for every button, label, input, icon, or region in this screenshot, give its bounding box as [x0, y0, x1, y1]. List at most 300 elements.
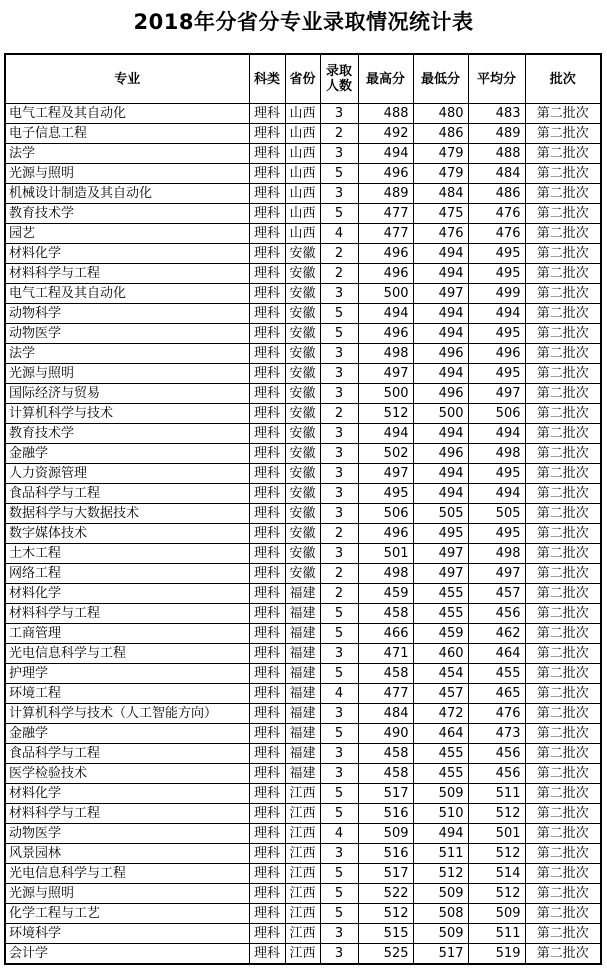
cell-category: 理科 — [249, 844, 285, 864]
table-row — [5, 324, 601, 344]
cell-batch: 第二批次 — [525, 704, 601, 724]
cell-major: 机械设计制造及其自动化 — [5, 184, 249, 204]
cell-major: 会计学 — [5, 944, 249, 965]
cell-province: 安徽 — [285, 504, 320, 524]
cell-admitted: 5 — [320, 164, 358, 184]
header-max: 最高分 — [358, 54, 413, 104]
cell-category: 理科 — [249, 444, 285, 464]
header-min: 最低分 — [413, 54, 468, 104]
cell-province: 江西 — [285, 784, 320, 804]
cell-min: 484 — [413, 184, 468, 204]
cell-category: 理科 — [249, 284, 285, 304]
cell-batch: 第二批次 — [525, 264, 601, 284]
cell-admitted: 2 — [320, 524, 358, 544]
table-row — [5, 804, 601, 824]
cell-admitted: 4 — [320, 224, 358, 244]
cell-avg: 512 — [468, 844, 525, 864]
cell-admitted: 2 — [320, 404, 358, 424]
cell-batch: 第二批次 — [525, 124, 601, 144]
cell-batch: 第二批次 — [525, 844, 601, 864]
cell-batch: 第二批次 — [525, 664, 601, 684]
cell-batch: 第二批次 — [525, 184, 601, 204]
cell-min: 494 — [413, 464, 468, 484]
cell-max: 496 — [358, 324, 413, 344]
header-category: 科类 — [249, 54, 285, 104]
table-row — [5, 504, 601, 524]
table-row — [5, 444, 601, 464]
cell-major: 材料科学与工程 — [5, 804, 249, 824]
cell-category: 理科 — [249, 144, 285, 164]
table-row — [5, 624, 601, 644]
cell-batch: 第二批次 — [525, 604, 601, 624]
table-row — [5, 184, 601, 204]
cell-admitted: 5 — [320, 304, 358, 324]
cell-major: 环境科学 — [5, 924, 249, 944]
cell-admitted: 3 — [320, 364, 358, 384]
cell-max: 509 — [358, 824, 413, 844]
cell-admitted: 2 — [320, 564, 358, 584]
cell-admitted: 5 — [320, 804, 358, 824]
cell-category: 理科 — [249, 664, 285, 684]
cell-admitted: 2 — [320, 264, 358, 284]
cell-province: 安徽 — [285, 484, 320, 504]
cell-min: 460 — [413, 644, 468, 664]
cell-province: 福建 — [285, 604, 320, 624]
cell-max: 496 — [358, 164, 413, 184]
cell-category: 理科 — [249, 264, 285, 284]
cell-category: 理科 — [249, 904, 285, 924]
cell-province: 江西 — [285, 864, 320, 884]
table-row — [5, 724, 601, 744]
cell-min: 509 — [413, 884, 468, 904]
table-row — [5, 524, 601, 544]
cell-major: 电气工程及其自动化 — [5, 104, 249, 124]
cell-province: 福建 — [285, 684, 320, 704]
cell-batch: 第二批次 — [525, 624, 601, 644]
cell-major: 数据科学与大数据技术 — [5, 504, 249, 524]
cell-province: 山西 — [285, 184, 320, 204]
cell-batch: 第二批次 — [525, 364, 601, 384]
cell-avg: 495 — [468, 264, 525, 284]
cell-min: 455 — [413, 764, 468, 784]
cell-major: 光源与照明 — [5, 884, 249, 904]
cell-province: 安徽 — [285, 564, 320, 584]
table-row — [5, 764, 601, 784]
cell-province: 山西 — [285, 224, 320, 244]
cell-min: 480 — [413, 104, 468, 124]
cell-max: 458 — [358, 664, 413, 684]
cell-admitted: 3 — [320, 184, 358, 204]
table-row — [5, 604, 601, 624]
table-row — [5, 244, 601, 264]
cell-category: 理科 — [249, 484, 285, 504]
cell-avg: 498 — [468, 444, 525, 464]
cell-major: 材料化学 — [5, 584, 249, 604]
cell-batch: 第二批次 — [525, 204, 601, 224]
cell-batch: 第二批次 — [525, 744, 601, 764]
cell-batch: 第二批次 — [525, 824, 601, 844]
cell-min: 479 — [413, 144, 468, 164]
table-row — [5, 264, 601, 284]
cell-avg: 495 — [468, 524, 525, 544]
cell-major: 材料化学 — [5, 244, 249, 264]
cell-major: 电子信息工程 — [5, 124, 249, 144]
cell-avg: 514 — [468, 864, 525, 884]
cell-category: 理科 — [249, 104, 285, 124]
cell-major: 计算机科学与技术 — [5, 404, 249, 424]
cell-min: 494 — [413, 824, 468, 844]
cell-avg: 495 — [468, 464, 525, 484]
cell-admitted: 3 — [320, 424, 358, 444]
cell-max: 458 — [358, 764, 413, 784]
cell-major: 护理学 — [5, 664, 249, 684]
cell-major: 光电信息科学与工程 — [5, 864, 249, 884]
cell-max: 515 — [358, 924, 413, 944]
cell-max: 490 — [358, 724, 413, 744]
cell-province: 江西 — [285, 824, 320, 844]
cell-category: 理科 — [249, 724, 285, 744]
cell-max: 484 — [358, 704, 413, 724]
table-row — [5, 144, 601, 164]
cell-province: 江西 — [285, 844, 320, 864]
cell-admitted: 3 — [320, 284, 358, 304]
cell-avg: 456 — [468, 604, 525, 624]
header-row — [5, 54, 601, 104]
table-row — [5, 124, 601, 144]
cell-major: 土木工程 — [5, 544, 249, 564]
table-row — [5, 824, 601, 844]
cell-province: 安徽 — [285, 284, 320, 304]
cell-province: 山西 — [285, 124, 320, 144]
cell-min: 509 — [413, 784, 468, 804]
cell-min: 494 — [413, 484, 468, 504]
cell-major: 网络工程 — [5, 564, 249, 584]
cell-min: 496 — [413, 344, 468, 364]
cell-avg: 488 — [468, 144, 525, 164]
table-row — [5, 884, 601, 904]
cell-province: 安徽 — [285, 444, 320, 464]
cell-batch: 第二批次 — [525, 304, 601, 324]
cell-batch: 第二批次 — [525, 864, 601, 884]
cell-major: 医学检验技术 — [5, 764, 249, 784]
cell-province: 江西 — [285, 904, 320, 924]
cell-admitted: 3 — [320, 644, 358, 664]
table-row — [5, 164, 601, 184]
cell-min: 494 — [413, 324, 468, 344]
cell-province: 安徽 — [285, 304, 320, 324]
table-row — [5, 404, 601, 424]
cell-min: 455 — [413, 604, 468, 624]
cell-province: 江西 — [285, 924, 320, 944]
cell-admitted: 2 — [320, 244, 358, 264]
cell-category: 理科 — [249, 684, 285, 704]
header-major: 专业 — [5, 54, 249, 104]
cell-major: 数字媒体技术 — [5, 524, 249, 544]
cell-min: 496 — [413, 444, 468, 464]
cell-major: 电气工程及其自动化 — [5, 284, 249, 304]
cell-avg: 464 — [468, 644, 525, 664]
cell-avg: 457 — [468, 584, 525, 604]
cell-category: 理科 — [249, 124, 285, 144]
cell-admitted: 3 — [320, 504, 358, 524]
cell-min: 454 — [413, 664, 468, 684]
table-row — [5, 664, 601, 684]
cell-major: 材料科学与工程 — [5, 264, 249, 284]
cell-major: 风景园林 — [5, 844, 249, 864]
cell-province: 江西 — [285, 804, 320, 824]
cell-max: 501 — [358, 544, 413, 564]
cell-min: 508 — [413, 904, 468, 924]
cell-batch: 第二批次 — [525, 684, 601, 704]
cell-major: 食品科学与工程 — [5, 744, 249, 764]
cell-admitted: 3 — [320, 144, 358, 164]
cell-admitted: 3 — [320, 384, 358, 404]
table-row — [5, 544, 601, 564]
cell-province: 福建 — [285, 724, 320, 744]
cell-avg: 483 — [468, 104, 525, 124]
cell-major: 金融学 — [5, 444, 249, 464]
table-row — [5, 904, 601, 924]
table-row — [5, 704, 601, 724]
cell-category: 理科 — [249, 584, 285, 604]
cell-category: 理科 — [249, 504, 285, 524]
cell-min: 494 — [413, 424, 468, 444]
table-row — [5, 924, 601, 944]
cell-major: 法学 — [5, 144, 249, 164]
table-row — [5, 864, 601, 884]
cell-admitted: 5 — [320, 904, 358, 924]
cell-avg: 498 — [468, 544, 525, 564]
cell-major: 化学工程与工艺 — [5, 904, 249, 924]
cell-admitted: 5 — [320, 864, 358, 884]
cell-category: 理科 — [249, 824, 285, 844]
cell-category: 理科 — [249, 384, 285, 404]
cell-min: 455 — [413, 744, 468, 764]
cell-major: 材料科学与工程 — [5, 604, 249, 624]
cell-province: 安徽 — [285, 464, 320, 484]
cell-avg: 476 — [468, 704, 525, 724]
cell-category: 理科 — [249, 764, 285, 784]
cell-province: 福建 — [285, 644, 320, 664]
cell-min: 494 — [413, 264, 468, 284]
cell-avg: 476 — [468, 224, 525, 244]
cell-max: 502 — [358, 444, 413, 464]
header-batch: 批次 — [525, 54, 601, 104]
cell-batch: 第二批次 — [525, 344, 601, 364]
cell-avg: 511 — [468, 784, 525, 804]
cell-province: 福建 — [285, 624, 320, 644]
cell-category: 理科 — [249, 244, 285, 264]
cell-category: 理科 — [249, 864, 285, 884]
cell-max: 497 — [358, 464, 413, 484]
cell-min: 505 — [413, 504, 468, 524]
cell-avg: 462 — [468, 624, 525, 644]
table-row — [5, 304, 601, 324]
cell-major: 国际经济与贸易 — [5, 384, 249, 404]
cell-max: 477 — [358, 204, 413, 224]
cell-max: 477 — [358, 224, 413, 244]
cell-province: 福建 — [285, 664, 320, 684]
cell-min: 494 — [413, 364, 468, 384]
cell-category: 理科 — [249, 944, 285, 965]
cell-major: 动物科学 — [5, 304, 249, 324]
table-row — [5, 744, 601, 764]
cell-admitted: 5 — [320, 624, 358, 644]
cell-major: 光电信息科学与工程 — [5, 644, 249, 664]
cell-admitted: 3 — [320, 344, 358, 364]
cell-batch: 第二批次 — [525, 144, 601, 164]
cell-major: 教育技术学 — [5, 424, 249, 444]
cell-max: 496 — [358, 524, 413, 544]
cell-avg: 489 — [468, 124, 525, 144]
cell-max: 497 — [358, 364, 413, 384]
cell-avg: 495 — [468, 364, 525, 384]
cell-min: 496 — [413, 384, 468, 404]
cell-batch: 第二批次 — [525, 424, 601, 444]
cell-category: 理科 — [249, 204, 285, 224]
cell-admitted: 3 — [320, 924, 358, 944]
cell-batch: 第二批次 — [525, 764, 601, 784]
cell-admitted: 5 — [320, 204, 358, 224]
cell-batch: 第二批次 — [525, 224, 601, 244]
cell-category: 理科 — [249, 544, 285, 564]
cell-avg: 497 — [468, 384, 525, 404]
cell-max: 495 — [358, 484, 413, 504]
cell-max: 522 — [358, 884, 413, 904]
cell-max: 498 — [358, 344, 413, 364]
cell-major: 计算机科学与技术（人工智能方向） — [5, 704, 249, 724]
cell-major: 动物医学 — [5, 824, 249, 844]
table-row — [5, 364, 601, 384]
cell-min: 472 — [413, 704, 468, 724]
cell-max: 496 — [358, 244, 413, 264]
cell-max: 500 — [358, 384, 413, 404]
cell-min: 457 — [413, 684, 468, 704]
cell-batch: 第二批次 — [525, 564, 601, 584]
cell-province: 福建 — [285, 744, 320, 764]
cell-batch: 第二批次 — [525, 884, 601, 904]
cell-batch: 第二批次 — [525, 464, 601, 484]
cell-batch: 第二批次 — [525, 444, 601, 464]
cell-category: 理科 — [249, 224, 285, 244]
cell-admitted: 3 — [320, 544, 358, 564]
cell-province: 福建 — [285, 704, 320, 724]
cell-province: 安徽 — [285, 244, 320, 264]
cell-avg: 512 — [468, 804, 525, 824]
table-row — [5, 384, 601, 404]
cell-min: 494 — [413, 244, 468, 264]
cell-batch: 第二批次 — [525, 384, 601, 404]
cell-admitted: 3 — [320, 944, 358, 965]
cell-admitted: 2 — [320, 124, 358, 144]
cell-major: 教育技术学 — [5, 204, 249, 224]
cell-admitted: 4 — [320, 684, 358, 704]
cell-batch: 第二批次 — [525, 724, 601, 744]
cell-admitted: 5 — [320, 784, 358, 804]
table-row — [5, 784, 601, 804]
cell-min: 479 — [413, 164, 468, 184]
cell-province: 安徽 — [285, 424, 320, 444]
cell-batch: 第二批次 — [525, 504, 601, 524]
cell-admitted: 3 — [320, 844, 358, 864]
cell-max: 496 — [358, 264, 413, 284]
cell-batch: 第二批次 — [525, 104, 601, 124]
cell-major: 环境工程 — [5, 684, 249, 704]
cell-province: 福建 — [285, 584, 320, 604]
cell-admitted: 3 — [320, 704, 358, 724]
cell-admitted: 3 — [320, 484, 358, 504]
cell-avg: 455 — [468, 664, 525, 684]
cell-avg: 494 — [468, 424, 525, 444]
cell-min: 486 — [413, 124, 468, 144]
cell-max: 525 — [358, 944, 413, 965]
cell-batch: 第二批次 — [525, 244, 601, 264]
cell-avg: 497 — [468, 564, 525, 584]
cell-min: 459 — [413, 624, 468, 644]
cell-avg: 494 — [468, 304, 525, 324]
cell-batch: 第二批次 — [525, 284, 601, 304]
cell-batch: 第二批次 — [525, 784, 601, 804]
cell-min: 497 — [413, 284, 468, 304]
table-row — [5, 584, 601, 604]
cell-batch: 第二批次 — [525, 924, 601, 944]
cell-max: 471 — [358, 644, 413, 664]
cell-max: 500 — [358, 284, 413, 304]
cell-admitted: 3 — [320, 744, 358, 764]
cell-province: 山西 — [285, 104, 320, 124]
table-row — [5, 204, 601, 224]
cell-category: 理科 — [249, 564, 285, 584]
cell-province: 山西 — [285, 204, 320, 224]
cell-avg: 512 — [468, 884, 525, 904]
table-row — [5, 844, 601, 864]
cell-avg: 496 — [468, 344, 525, 364]
cell-category: 理科 — [249, 644, 285, 664]
cell-category: 理科 — [249, 424, 285, 444]
cell-admitted: 2 — [320, 584, 358, 604]
cell-max: 488 — [358, 104, 413, 124]
cell-category: 理科 — [249, 464, 285, 484]
cell-max: 494 — [358, 304, 413, 324]
page-title: 2018年分省分专业录取情况统计表 — [133, 10, 474, 34]
cell-avg: 494 — [468, 484, 525, 504]
cell-category: 理科 — [249, 164, 285, 184]
cell-min: 510 — [413, 804, 468, 824]
cell-max: 516 — [358, 804, 413, 824]
table-row — [5, 344, 601, 364]
cell-avg: 473 — [468, 724, 525, 744]
cell-max: 512 — [358, 404, 413, 424]
cell-admitted: 5 — [320, 604, 358, 624]
cell-province: 安徽 — [285, 344, 320, 364]
cell-category: 理科 — [249, 404, 285, 424]
cell-max: 489 — [358, 184, 413, 204]
cell-avg: 505 — [468, 504, 525, 524]
cell-category: 理科 — [249, 804, 285, 824]
cell-batch: 第二批次 — [525, 544, 601, 564]
cell-batch: 第二批次 — [525, 484, 601, 504]
table-row — [5, 484, 601, 504]
cell-category: 理科 — [249, 524, 285, 544]
cell-admitted: 5 — [320, 724, 358, 744]
cell-major: 光源与照明 — [5, 364, 249, 384]
cell-max: 466 — [358, 624, 413, 644]
table-row — [5, 424, 601, 444]
header-avg: 平均分 — [468, 54, 525, 104]
cell-province: 安徽 — [285, 364, 320, 384]
cell-category: 理科 — [249, 924, 285, 944]
cell-avg: 499 — [468, 284, 525, 304]
